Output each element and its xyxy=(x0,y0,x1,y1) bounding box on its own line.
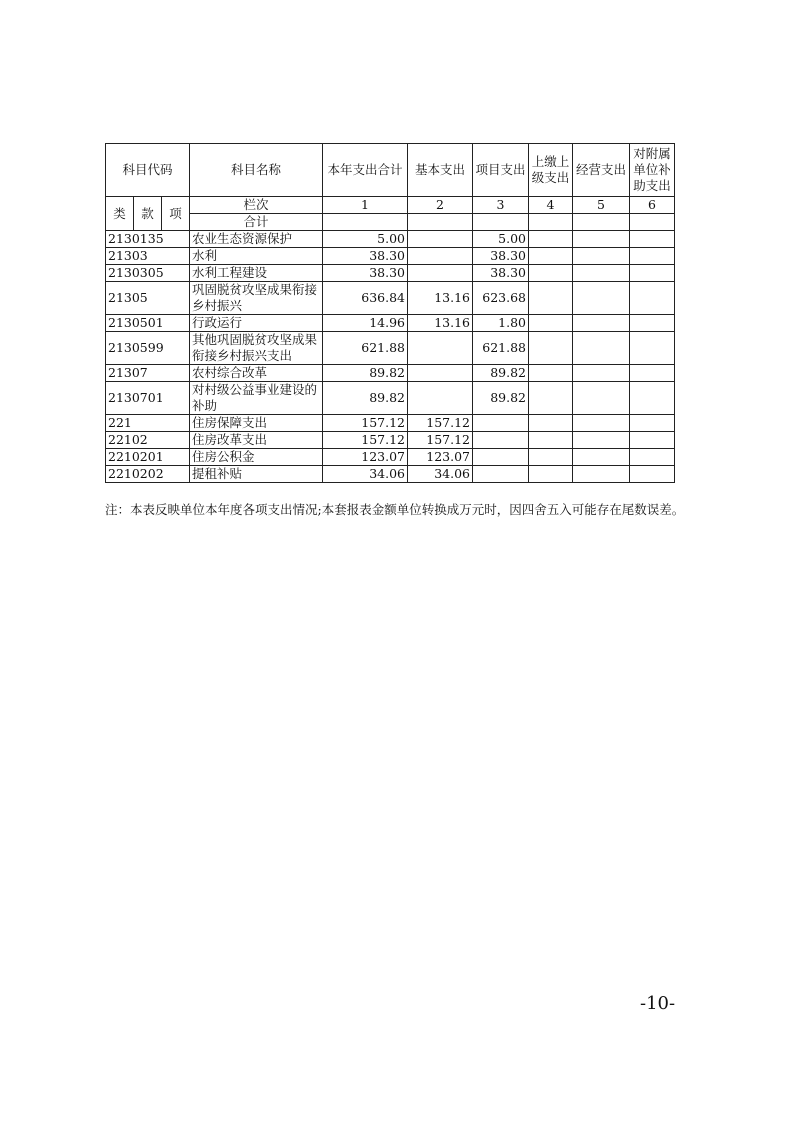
row-basic xyxy=(408,248,473,265)
row-basic: 13.16 xyxy=(408,282,473,315)
row-total: 636.84 xyxy=(323,282,408,315)
row-upper xyxy=(529,382,573,415)
row-total: 14.96 xyxy=(323,315,408,332)
row-project xyxy=(473,466,529,483)
header-upper: 上缴上级支出 xyxy=(529,144,573,197)
row-name: 其他巩固脱贫攻坚成果衔接乡村振兴支出 xyxy=(190,332,323,365)
table-row xyxy=(106,365,675,382)
row-project: 38.30 xyxy=(473,248,529,265)
row-code: 21307 xyxy=(106,365,190,382)
row-basic: 34.06 xyxy=(408,466,473,483)
header-lei: 类 xyxy=(106,197,134,231)
row-code: 2210201 xyxy=(106,449,190,466)
row-business xyxy=(573,282,630,315)
row-code: 22102 xyxy=(106,432,190,449)
page-number: -10- xyxy=(640,993,676,1014)
table-row xyxy=(106,315,675,332)
row-name: 住房公积金 xyxy=(190,449,323,466)
row-subsidy xyxy=(630,449,675,466)
row-basic: 157.12 xyxy=(408,415,473,432)
row-basic: 13.16 xyxy=(408,315,473,332)
row-project: 89.82 xyxy=(473,382,529,415)
header-code: 科目代码 xyxy=(106,144,190,197)
table-row xyxy=(106,432,675,449)
table-row xyxy=(106,382,675,415)
row-total: 157.12 xyxy=(323,432,408,449)
col-number: 6 xyxy=(630,197,675,214)
row-name: 水利工程建设 xyxy=(190,265,323,282)
row-upper xyxy=(529,332,573,365)
row-subsidy xyxy=(630,231,675,248)
row-project xyxy=(473,432,529,449)
row-business xyxy=(573,332,630,365)
row-upper xyxy=(529,231,573,248)
row-subsidy xyxy=(630,365,675,382)
row-business xyxy=(573,315,630,332)
header-total: 本年支出合计 xyxy=(323,144,408,197)
row-total: 157.12 xyxy=(323,415,408,432)
row-name: 水利 xyxy=(190,248,323,265)
row-business xyxy=(573,449,630,466)
col-number: 2 xyxy=(408,197,473,214)
row-subsidy xyxy=(630,382,675,415)
row-name: 住房改革支出 xyxy=(190,432,323,449)
row-business xyxy=(573,415,630,432)
row-business xyxy=(573,231,630,248)
col-number: 1 xyxy=(323,197,408,214)
row-business xyxy=(573,432,630,449)
row-basic xyxy=(408,365,473,382)
row-code: 2130501 xyxy=(106,315,190,332)
row-name: 巩固脱贫攻坚成果衔接乡村振兴 xyxy=(190,282,323,315)
row-basic: 123.07 xyxy=(408,449,473,466)
row-project: 623.68 xyxy=(473,282,529,315)
header-xiang: 项 xyxy=(162,197,190,231)
header-lanci: 栏次 xyxy=(190,197,323,214)
col-number: 3 xyxy=(473,197,529,214)
header-subsidy: 对附属单位补助支出 xyxy=(630,144,675,197)
row-project: 38.30 xyxy=(473,265,529,282)
row-basic xyxy=(408,382,473,415)
row-code: 2130135 xyxy=(106,231,190,248)
row-name: 提租补贴 xyxy=(190,466,323,483)
row-total: 89.82 xyxy=(323,382,408,415)
header-project: 项目支出 xyxy=(473,144,529,197)
row-upper xyxy=(529,265,573,282)
row-name: 对村级公益事业建设的补助 xyxy=(190,382,323,415)
row-total: 89.82 xyxy=(323,365,408,382)
column-number-row xyxy=(106,197,675,214)
table-row xyxy=(106,231,675,248)
row-subsidy xyxy=(630,415,675,432)
expenditure-table xyxy=(105,143,675,483)
header-name: 科目名称 xyxy=(190,144,323,197)
total-row xyxy=(106,214,675,231)
row-project: 1.80 xyxy=(473,315,529,332)
row-upper xyxy=(529,282,573,315)
row-upper xyxy=(529,415,573,432)
row-name: 农村综合改革 xyxy=(190,365,323,382)
row-subsidy xyxy=(630,248,675,265)
row-subsidy xyxy=(630,282,675,315)
row-code: 21305 xyxy=(106,282,190,315)
row-project: 89.82 xyxy=(473,365,529,382)
row-business xyxy=(573,265,630,282)
col-number: 4 xyxy=(529,197,573,214)
table-row xyxy=(106,248,675,265)
row-code: 2130599 xyxy=(106,332,190,365)
row-project: 621.88 xyxy=(473,332,529,365)
header-row xyxy=(106,144,675,197)
table-row xyxy=(106,265,675,282)
row-business xyxy=(573,466,630,483)
row-total: 123.07 xyxy=(323,449,408,466)
row-total: 38.30 xyxy=(323,248,408,265)
table-row xyxy=(106,332,675,365)
row-subsidy xyxy=(630,466,675,483)
row-business xyxy=(573,365,630,382)
row-code: 2130305 xyxy=(106,265,190,282)
row-project xyxy=(473,449,529,466)
col-number: 5 xyxy=(573,197,630,214)
row-basic xyxy=(408,332,473,365)
row-total: 621.88 xyxy=(323,332,408,365)
row-subsidy xyxy=(630,315,675,332)
row-name: 农业生态资源保护 xyxy=(190,231,323,248)
row-code: 21303 xyxy=(106,248,190,265)
row-basic xyxy=(408,265,473,282)
row-upper xyxy=(529,248,573,265)
table-row xyxy=(106,449,675,466)
header-business: 经营支出 xyxy=(573,144,630,197)
row-code: 2130701 xyxy=(106,382,190,415)
row-upper xyxy=(529,466,573,483)
row-project xyxy=(473,415,529,432)
row-code: 221 xyxy=(106,415,190,432)
table-body xyxy=(106,231,675,483)
row-upper xyxy=(529,432,573,449)
table-row xyxy=(106,415,675,432)
row-basic: 157.12 xyxy=(408,432,473,449)
table-row xyxy=(106,282,675,315)
header-basic: 基本支出 xyxy=(408,144,473,197)
row-upper xyxy=(529,365,573,382)
row-upper xyxy=(529,315,573,332)
table-note: 注：本表反映单位本年度各项支出情况;本套报表金额单位转换成万元时，因四舍五入可能存在尾数误差。 xyxy=(105,502,685,517)
row-basic xyxy=(408,231,473,248)
row-total: 34.06 xyxy=(323,466,408,483)
row-subsidy xyxy=(630,432,675,449)
row-code: 2210202 xyxy=(106,466,190,483)
row-upper xyxy=(529,449,573,466)
row-name: 住房保障支出 xyxy=(190,415,323,432)
row-subsidy xyxy=(630,265,675,282)
row-total: 38.30 xyxy=(323,265,408,282)
row-business xyxy=(573,382,630,415)
row-total: 5.00 xyxy=(323,231,408,248)
row-business xyxy=(573,248,630,265)
row-subsidy xyxy=(630,332,675,365)
row-project: 5.00 xyxy=(473,231,529,248)
row-name: 行政运行 xyxy=(190,315,323,332)
table-row xyxy=(106,466,675,483)
header-heji: 合计 xyxy=(190,214,323,231)
header-kuan: 款 xyxy=(134,197,162,231)
